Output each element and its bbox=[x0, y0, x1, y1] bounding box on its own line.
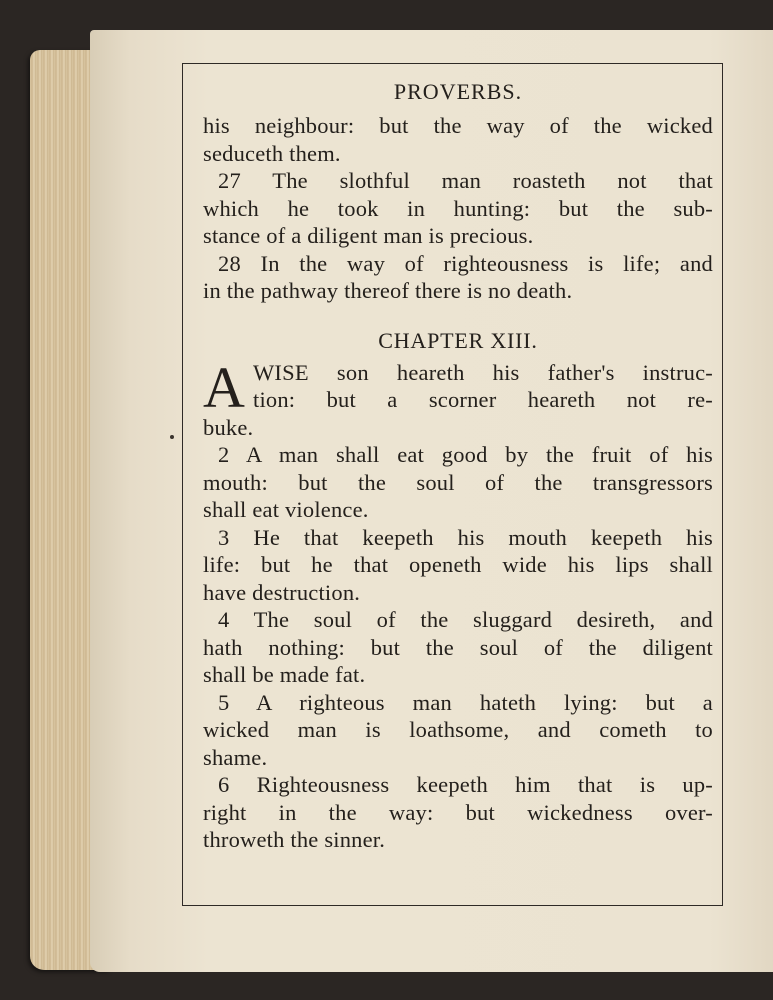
verse-27-line: stance of a diligent man is precious. bbox=[203, 223, 534, 248]
verse-1-line: WISE son heareth his father's instruc- bbox=[253, 359, 713, 385]
verse-1-line: buke. bbox=[203, 414, 254, 440]
verse-5-line: 5 A righteous man hateth lying: but a bbox=[218, 689, 713, 715]
verse-4-line: 4 The soul of the sluggard desireth, and bbox=[218, 607, 713, 632]
verse-6-line: throweth the sinner. bbox=[203, 827, 386, 852]
verse-2-line: shall eat violence. bbox=[203, 497, 369, 522]
text-line: seduceth them. bbox=[203, 140, 341, 166]
verse-3-line: life: but he that openeth wide his lips shall bbox=[203, 552, 713, 577]
verse-28-line: in the pathway thereof there is no death. bbox=[203, 278, 573, 303]
verse-2-line: mouth: but the soul of the transgressors bbox=[203, 469, 713, 495]
chapter-heading: CHAPTER XIII. bbox=[378, 327, 538, 353]
verse-1-line: tion: but a scorner heareth not re- bbox=[253, 387, 713, 412]
ink-speck bbox=[170, 435, 174, 439]
page-text bbox=[203, 78, 713, 854]
drop-cap: A bbox=[203, 354, 246, 420]
verse-27-line: 27 The slothful man roasteth not that bbox=[218, 168, 713, 193]
verse-27-line: which he took in hunting: but the sub- bbox=[203, 195, 713, 221]
running-head: PROVERBS. bbox=[393, 79, 523, 104]
verse-1 bbox=[203, 354, 713, 442]
verse-2-line: 2 A man shall eat good by the fruit of his bbox=[218, 442, 713, 467]
verse-3-line: 3 He that keepeth his mouth keepeth his bbox=[218, 524, 713, 550]
text-line: his neighbour: but the way of the wicked bbox=[203, 113, 713, 138]
verse-6-line: 6 Righteousness keepeth him that is up- bbox=[218, 772, 713, 797]
verse-5-line: shame. bbox=[203, 744, 268, 770]
verse-4-line: hath nothing: but the soul of the diligent bbox=[203, 634, 713, 660]
verse-6-line: right in the way: but wickedness over- bbox=[203, 799, 713, 825]
verse-3-line: have destruction. bbox=[203, 579, 361, 605]
verse-28-line: 28 In the way of righteousness is life; and bbox=[218, 250, 713, 276]
verse-4-line: shall be made fat. bbox=[203, 662, 366, 687]
verse-5-line: wicked man is loathsome, and cometh to bbox=[203, 717, 713, 742]
